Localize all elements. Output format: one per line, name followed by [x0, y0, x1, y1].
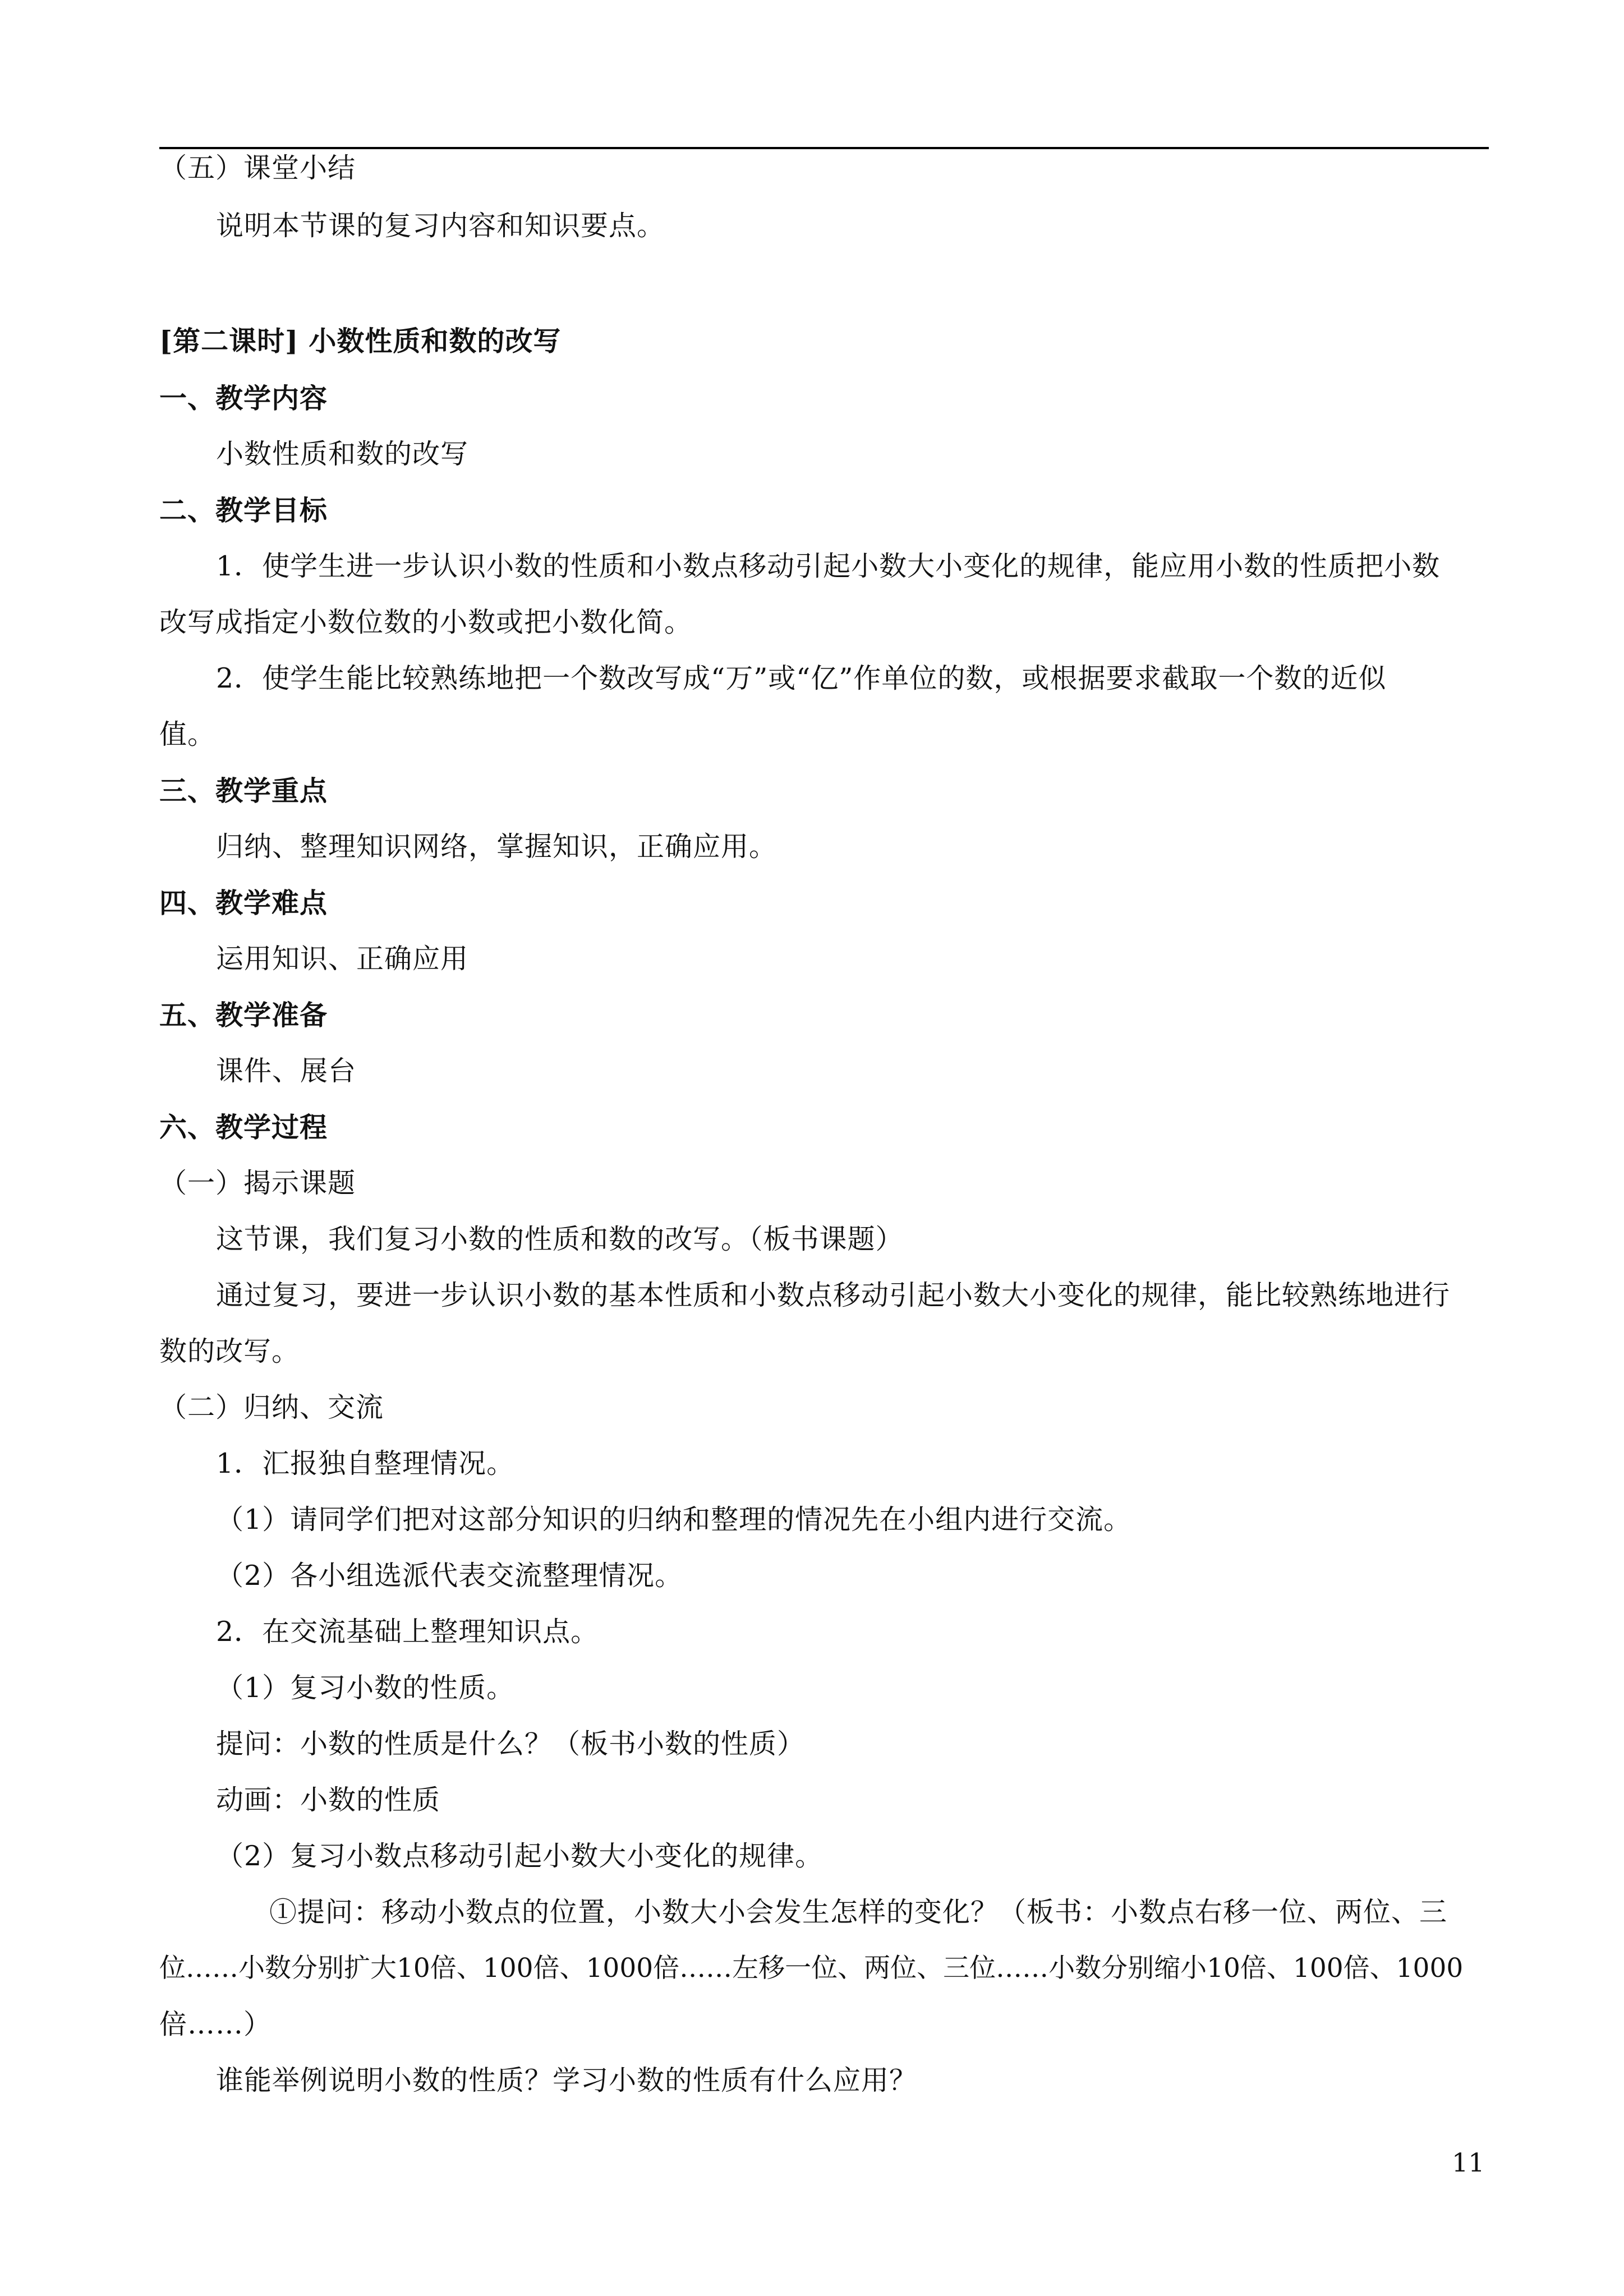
paragraph: 提问：小数的性质是什么？（板书小数的性质）: [216, 1728, 806, 1760]
paragraph: 课件、展台: [216, 1055, 357, 1087]
paragraph: 值。: [159, 718, 216, 750]
subsection-heading: （五）课堂小结: [159, 152, 356, 184]
paragraph: 1．汇报独自整理情况。: [216, 1447, 515, 1479]
page-number: 11: [1452, 2147, 1485, 2178]
section-heading: 一、教学内容: [159, 382, 328, 414]
paragraph: 2．使学生能比较熟练地把一个数改写成“万”或“亿”作单位的数，或根据要求截取一个数的近似: [216, 662, 1387, 694]
paragraph: （1）请同学们把对这部分知识的归纳和整理的情况先在小组内进行交流。: [216, 1504, 1132, 1536]
header-rule: [159, 147, 1489, 149]
section-heading: 四、教学难点: [159, 887, 328, 919]
subsection-heading: （二）归纳、交流: [159, 1391, 384, 1423]
paragraph: 说明本节课的复习内容和知识要点。: [216, 210, 665, 242]
paragraph: 这节课，我们复习小数的性质和数的改写。（板书课题）: [216, 1223, 904, 1255]
paragraph: （2）各小组选派代表交流整理情况。: [216, 1560, 683, 1592]
paragraph: 位……小数分别扩大10倍、100倍、1000倍……左移一位、两位、三位……小数分别缩小10倍、100倍、1000: [159, 1953, 1464, 1984]
paragraph: （2）复习小数点移动引起小数大小变化的规律。: [216, 1840, 823, 1872]
subsection-heading: （一）揭示课题: [159, 1167, 356, 1199]
paragraph: 谁能举例说明小数的性质？学习小数的性质有什么应用？: [216, 2064, 918, 2096]
paragraph: （1）复习小数的性质。: [216, 1672, 515, 1704]
paragraph: 2．在交流基础上整理知识点。: [216, 1616, 599, 1648]
section-heading: 五、教学准备: [159, 999, 328, 1031]
paragraph: 动画：小数的性质: [216, 1784, 441, 1816]
paragraph: 改写成指定小数位数的小数或把小数化简。: [159, 606, 693, 638]
paragraph: 倍……）: [159, 2008, 272, 2040]
lesson-title: [第二课时] 小数性质和数的改写: [159, 325, 562, 357]
paragraph: 运用知识、正确应用: [216, 943, 469, 975]
paragraph: 小数性质和数的改写: [216, 438, 469, 470]
section-heading: 三、教学重点: [159, 774, 328, 807]
section-heading: 二、教学目标: [159, 494, 328, 527]
paragraph: 1．使学生进一步认识小数的性质和小数点移动引起小数大小变化的规律，能应用小数的性质把小数: [216, 550, 1441, 582]
paragraph: 通过复习，要进一步认识小数的基本性质和小数点移动引起小数大小变化的规律，能比较熟练地进行: [216, 1279, 1451, 1311]
section-heading: 六、教学过程: [159, 1111, 328, 1144]
paragraph: 数的改写。: [159, 1335, 300, 1367]
paragraph: ①提问：移动小数点的位置，小数大小会发生怎样的变化？（板书：小数点右移一位、两位、三: [269, 1896, 1448, 1928]
paragraph: 归纳、整理知识网络，掌握知识，正确应用。: [216, 831, 778, 863]
